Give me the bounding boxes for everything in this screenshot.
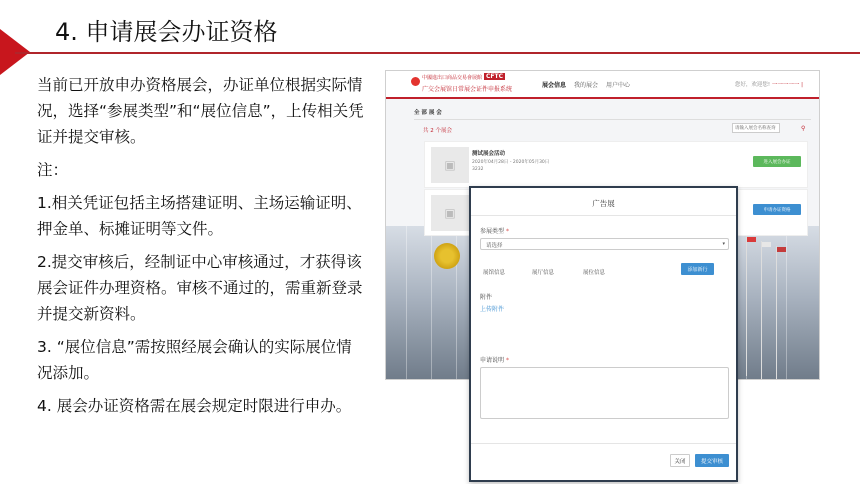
- exhibition-name: 测试展会活动: [472, 151, 506, 157]
- column-hall-info: 展馆信息: [483, 270, 506, 276]
- app-header: [386, 71, 819, 99]
- flag: [762, 242, 771, 247]
- apply-qualification-modal: [469, 186, 738, 482]
- paragraph-note-label: 注：: [37, 161, 69, 179]
- greeting-text: 您好，欢迎您!: [734, 82, 771, 88]
- app-logo: [422, 74, 512, 93]
- remark-textarea[interactable]: [480, 367, 729, 419]
- exhibition-search-input[interactable]: 请输入展会名称查询: [732, 123, 780, 133]
- remark-text: 申请说明: [480, 357, 505, 364]
- glass-line: [786, 226, 787, 380]
- user-greeting: [735, 80, 803, 88]
- column-booth-info: 展位信息: [583, 270, 606, 276]
- exhibition-date: 2020年04月28日 - 2020年05月30日: [472, 160, 550, 165]
- user-name[interactable]: 一一一一一 |: [771, 82, 803, 88]
- column-room-info: 展厅信息: [532, 270, 555, 276]
- flag-pole: [746, 236, 747, 376]
- upload-attachment-link[interactable]: 上传附件: [480, 306, 505, 313]
- modal-title: 广告展: [592, 199, 615, 208]
- enter-certificate-button[interactable]: 进入展会办证: [753, 156, 801, 167]
- logo-chinese: 中國進出口商品交易會展館: [422, 75, 483, 81]
- slide-title: 4. 申请展会办证资格: [55, 18, 278, 46]
- exhibition-list-section: [414, 108, 811, 120]
- chevron-down-icon: ▾: [722, 241, 725, 247]
- attachment-label: 附件: [480, 294, 493, 301]
- glass-line: [406, 226, 407, 380]
- flag: [747, 237, 756, 242]
- section-divider: [414, 119, 811, 120]
- paragraph-note-2: 2.提交审核后，经制证中心审核通过，才获得该展会证件办理资格。审核不通过的，需重新登录并提交新资料。: [37, 253, 363, 323]
- search-icon[interactable]: ⚲: [801, 125, 806, 132]
- footer-divider: [471, 443, 736, 444]
- logo-badge: CFTC: [486, 73, 503, 80]
- nav-my-exhibitions[interactable]: 我的展会: [574, 82, 599, 89]
- instruction-text: [37, 72, 367, 426]
- participation-type-label: [480, 226, 509, 235]
- modal-divider: [471, 215, 736, 216]
- canton-fair-flower-emblem: [434, 243, 460, 269]
- paragraph-note-4: 4. 展会办证资格需在展会规定时限进行申办。: [37, 397, 352, 415]
- remark-label: [480, 355, 509, 364]
- participation-type-select[interactable]: [480, 238, 729, 250]
- exhibition-count: 共 2 个展会: [423, 128, 452, 134]
- flag: [777, 247, 786, 252]
- nav-user-center[interactable]: 用户中心: [606, 82, 631, 89]
- glass-line: [431, 226, 432, 380]
- title-underline: [15, 52, 860, 54]
- select-value: 请选择: [486, 243, 503, 249]
- required-mark: *: [505, 357, 509, 364]
- apply-qualification-button[interactable]: 申请办证资格: [753, 204, 801, 215]
- required-mark: *: [505, 228, 509, 235]
- flag-pole: [776, 246, 777, 380]
- canton-fair-logo-icon: [411, 77, 420, 86]
- flag-pole: [761, 241, 762, 380]
- paragraph-note-1: 1.相关凭证包括主场搭建证明、主场运输证明、押金单、标摊证明等文件。: [37, 194, 362, 238]
- participation-type-text: 参展类型: [480, 228, 505, 235]
- nav-exhibition-info[interactable]: 展会信息: [542, 82, 567, 89]
- system-name: 广交会展馆日常展会证件申报系统: [422, 86, 513, 93]
- exhibition-number: 3232: [472, 167, 484, 172]
- image-placeholder-icon: ▣: [431, 147, 469, 183]
- submit-review-button[interactable]: 提交审核: [695, 454, 729, 467]
- top-nav: [542, 80, 630, 89]
- image-placeholder-icon: ▣: [431, 195, 469, 231]
- paragraph-intro: 当前已开放申办资格展会，办证单位根据实际情况，选择“参展类型”和“展位信息”，上传相关凭证并提交审核。: [37, 76, 364, 146]
- exhibition-card: [424, 141, 808, 188]
- close-button[interactable]: 关闭: [670, 454, 690, 467]
- add-row-button[interactable]: 添加新行: [681, 263, 714, 275]
- section-title: 全 部 展 会: [414, 110, 442, 116]
- paragraph-note-3: 3. “展位信息”需按照经展会确认的实际展位情况添加。: [37, 338, 352, 382]
